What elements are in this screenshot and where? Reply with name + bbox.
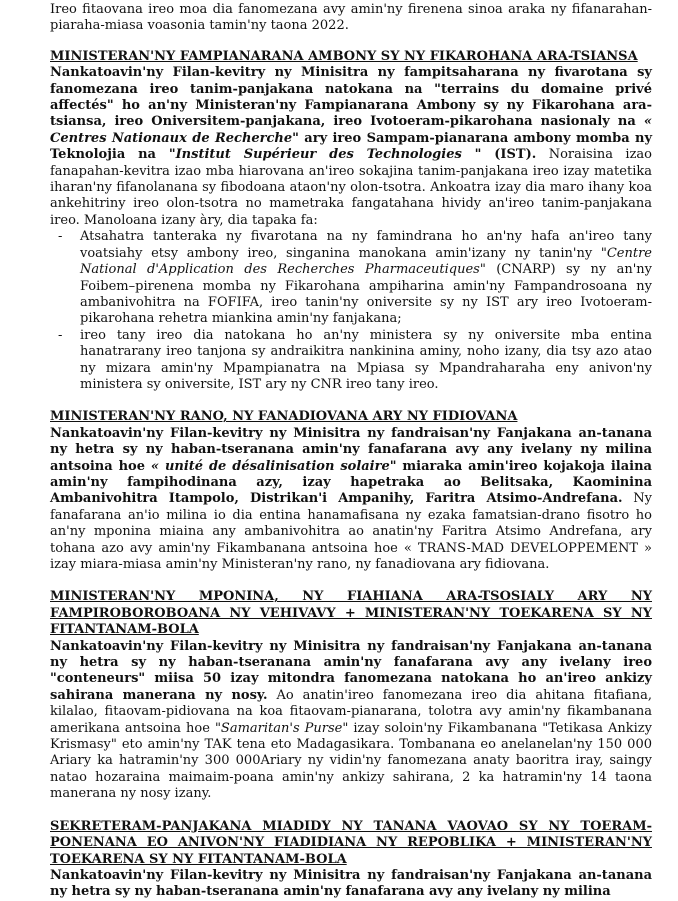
section-heading: MINISTERAN'NY RANO, NY FANADIOVANA ARY NY FIDIOVANA — [50, 409, 518, 425]
bold-text: Nankatoavin'ny Filan-kevitry ny Minisitra ny fandraisan'ny Fanjakana an-tanana ny hetra sy ny haban-tseranana amin'ny fanafarana avy any ivelany ireo "conteneurs" miisa 50 izay mitondra fanomezana natokana ho an'ireo ankizy sahirana manerana ny nosy. — [50, 638, 652, 703]
list-item — [80, 328, 652, 394]
section-new-cities — [50, 819, 652, 901]
section-heading: MINISTERAN'NY MPONINA, NY FIAHIANA ARA-TSOSIALY ARY NY FAMPIROBOROBOANA NY VEHIVAVY + MINISTERAN'NY TOEKARENA SY NY FITANTANAM-BOLA — [50, 589, 652, 638]
body-text: izay soloin'ny Fikambanana "Tetikasa Ankizy Krismasy" eto amin'ny TAK tena eto Madagasikara. Tombanana eo anelanelan'ny 150 000 Ariary ka hatramin'ny 300 000Ariary ny vidin'ny fanomezana anaty baoritra iray, saingy natao hozaraina maimaim-poana amin'ny ankizy sahirana, 2 ka hatramin'ny 14 taona manerana ny nosy izany. — [50, 720, 652, 802]
italic-text: "Centre National d'Application des Recherches Pharmaceutiques — [80, 245, 652, 278]
bold-italic-text: "Institut Supérieur des Technologies — [168, 147, 462, 163]
list-item-text: ireo tany ireo dia natokana ho an'ny ministera sy ny oniversite mba entina hanatrarany ireo tanjona sy andraikitra nankinina aminy, noho izany, dia tsy azo atao ny mizara amin'ny Mpampianatra na Mpiasa sy Mpandraharaha eny anivon'ny ministera sy oniversite, IST ary ny CNR ireo tany ireo. — [80, 327, 652, 392]
bold-text: ary ireo Sampam-pianarana ambony momba ny Teknolojia na — [50, 130, 652, 163]
bold-text: " (IST). — [461, 147, 537, 163]
bold-italic-text: « unité de désalinisation solaire" — [150, 458, 397, 474]
section-paragraph — [50, 639, 652, 803]
dash-list — [50, 229, 652, 393]
bold-text: miaraka amin'ireo kojakoja ilaina amin'ny fampihodinana azy, izay hapetraka ao Belitsaka, Kaominina Ambanivohitra Itampolo, Distrikan'i Ampanihy, Faritra Atsimo-Andrefana. — [50, 458, 652, 507]
bold-text: Nankatoavin'ny Filan-kevitry ny Minisitra ny fampitsaharana ny fivarotana sy fanomezana ireo tanim-panjakana natokana na "terrains du domaine privé affectés" ho an'ny Ministeran'ny Fampianarana Ambony sy ny Fikarohana ara-tsiansa, ireo Oniversitem-panjakana, ireo Ivotoeram-pikarohana nasionaly na — [50, 65, 652, 130]
bold-text: Nankatoavin'ny Filan-kevitry ny Minisitra ny fandraisan'ny Fanjakana an-tanana ny hetra sy ny haban-tseranana amin'ny fanafarana avy any ivelany ny milina antsoina hoe — [50, 425, 652, 474]
body-text: Ao anatin'ireo fanomezana ireo dia ahitana fitafiana, kilalao, fitaovam-pidiovana na koa fitaovam-pianarana, tolotra avy amin'ny fikambanana amerikana antsoina hoe — [50, 687, 653, 736]
bold-italic-text: « Centres Nationaux de Recherche" — [50, 114, 652, 146]
section-paragraph — [50, 65, 652, 229]
bold-text: Nankatoavin'ny Filan-kevitry ny Minisitra ny fandraisan'ny Fanjakana an-tanana ny hetra sy ny haban-tseranana amin'ny fanafarana avy any ivelany ny milina — [50, 867, 652, 900]
italic-text: "Samaritan's Purse" — [214, 720, 349, 736]
section-heading: MINISTERAN'NY FAMPIANARANA AMBONY SY NY FIKAROHANA ARA-TSIANSA — [50, 48, 638, 64]
section-paragraph — [50, 426, 652, 574]
section-paragraph — [50, 868, 652, 901]
list-item-text: " (CNARP) sy ny an'ny Foibem–pirenena momba ny Fikarohana ampiharina amin'ny Fampandrosoana ny ambanivohitra na FOFIFA, ireo tanin'ny oniversite sy ny IST ary ireo Ivotoeram-pikarohana rehetra miankina amin'ny fanjakana; — [80, 262, 652, 327]
intro-paragraph: Ireo fitaovana ireo moa dia fanomezana avy amin'ny firenena sinoa araka ny fifanarahan-piaraha-miasa voasonia tamin'ny taona 2022. — [50, 2, 652, 34]
section-higher-education — [50, 49, 652, 394]
section-population — [50, 589, 652, 802]
body-text: Noraisina izao fanapahan-kevitra izao mba hiarovana an'ireo sokajina tanim-panjakana ireo izay matetika iharan'ny fifanolanana sy fibodoana ataon'ny olon-tsotra. Ankoatra izay dia maro ihany koa ankehitriny ireo olon-tsotra no mametraka fangatahana hividy an'ireo tanim-panjakana ireo. Manoloana izany àry, dia tapaka fa: — [50, 147, 653, 228]
body-text: Ny fanafarana an'io milina io dia entina hanamafisana ny ezaka famatsian-drano fisotro ho an'ny mponina miaina any ambanivohitra ao anatin'ny Faritra Atsimo Andrefana, ary tohana azo avy amin'ny Fikambanana antsoina hoe « TRANS-MAD DEVELOPPEMENT » izay miara-miasa amin'ny Ministeran'ny rano, ny fanadiovana ary fidiovana. — [50, 491, 652, 572]
section-heading: SEKRETERAM-PANJAKANA MIADIDY NY TANANA VAOVAO SY NY TOERAM-PONENANA EO ANIVON'NY FIADIDIANA NY REPOBLIKA + MINISTERAN'NY TOEKARENA SY NY FITANTANAM-BOLA — [50, 818, 652, 867]
list-item-text: Atsahatra tanteraka ny fivarotana na ny famindrana ho an'ny hafa an'ireo tany voatsiahy etsy ambony ireo, singanina manokana amin'izany ny tanin'ny — [80, 229, 652, 261]
section-water — [50, 409, 652, 573]
list-item — [80, 229, 652, 327]
